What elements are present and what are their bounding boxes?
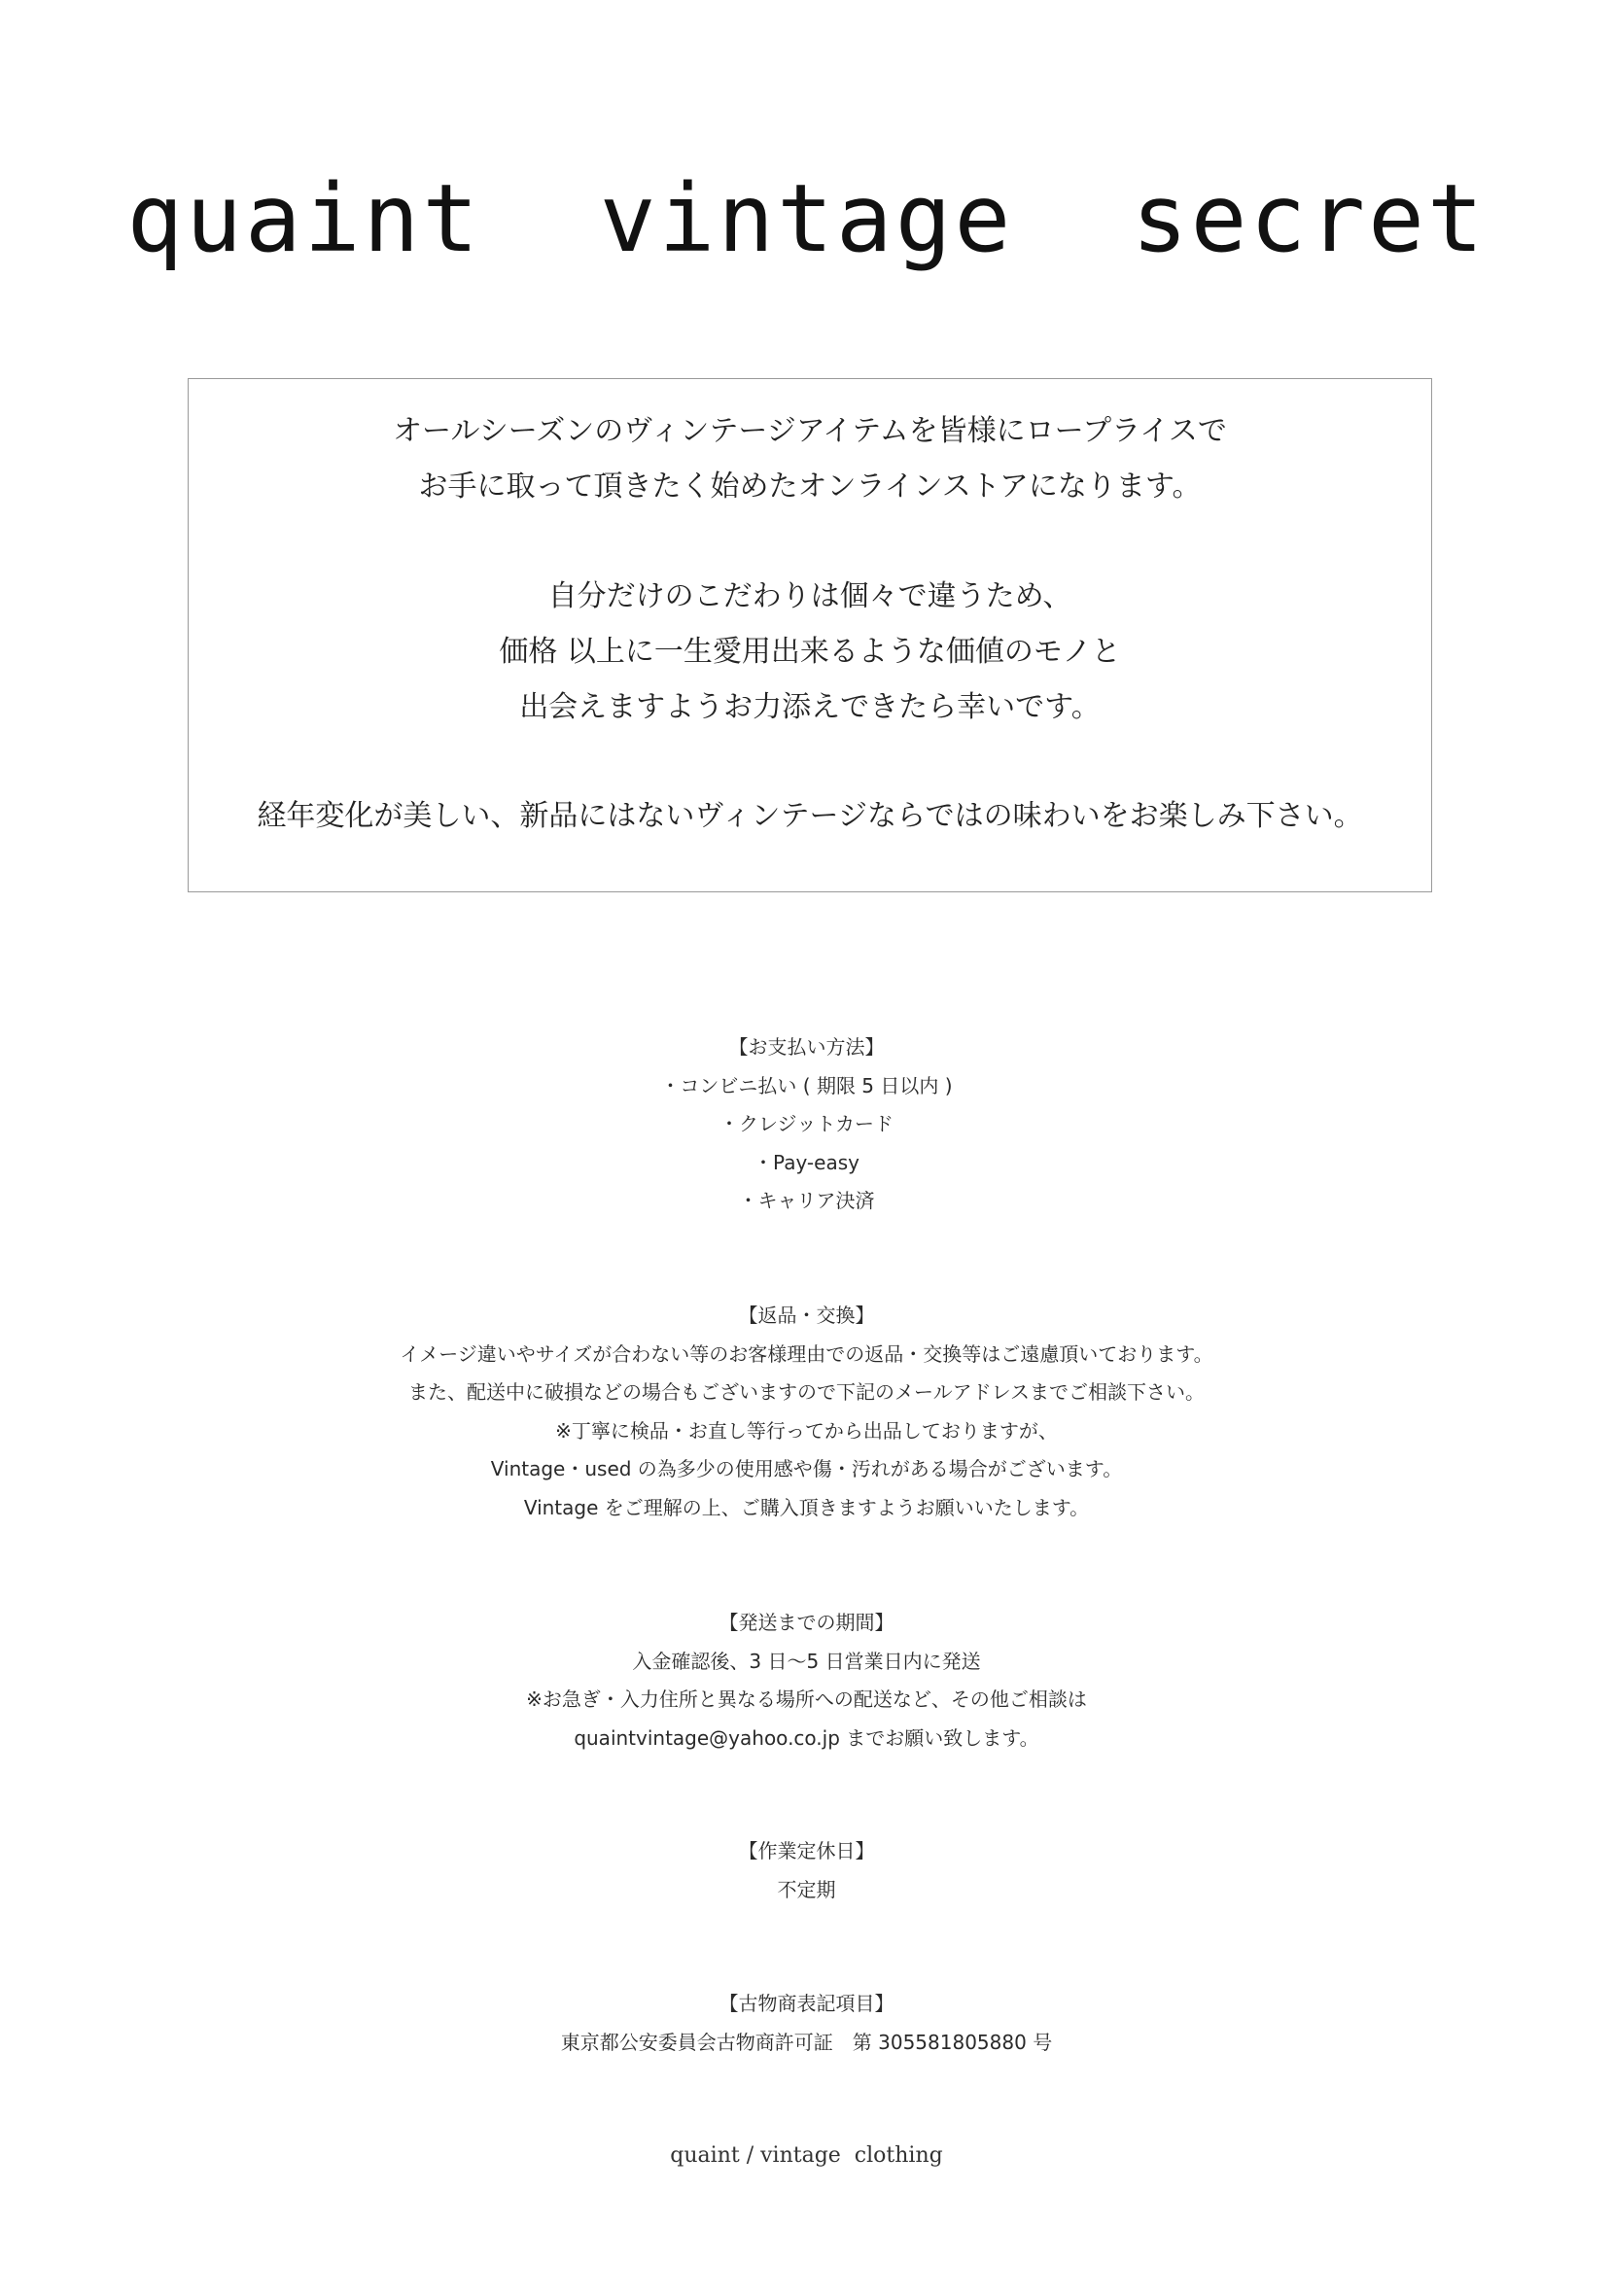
section-line: ※お急ぎ・入力住所と異なる場所への配送など、その他ご相談は [526, 1687, 1087, 1711]
returns-section [0, 1297, 1613, 1527]
license-section [0, 1985, 1613, 2062]
holiday-section [0, 1832, 1613, 1909]
footer-brand: quaint / vintage clothing [670, 2143, 943, 2168]
section-line: ・キャリア決済 [738, 1189, 875, 1212]
section-heading: 【作業定休日】 [738, 1839, 875, 1862]
section-line: ・クレジットカード [719, 1112, 894, 1135]
shipping-section [0, 1604, 1613, 1757]
section-heading: 【古物商表記項目】 [719, 1992, 894, 2015]
intro-line: 自分だけのこだわりは個々で違うため、 [547, 579, 1072, 613]
section-line: イメージ違いやサイズが合わない等のお客様理由での返品・交換等はご遠慮頂いております。 [400, 1341, 1213, 1366]
section-heading: 【お支払い方法】 [728, 1035, 885, 1059]
section-line: 入金確認後、3 日〜5 日営業日内に発送 [632, 1649, 981, 1673]
section-line: 東京都公安委員会古物商許可証 第 305581805880 号 [560, 2030, 1053, 2054]
section-line: ※丁寧に検品・お直し等行ってから出品しておりますが、 [555, 1418, 1058, 1443]
intro-line: 出会えますようお力添えできたら幸いです。 [519, 690, 1101, 724]
section-line: ・コンビニ払い ( 期限 5 日以内 ) [660, 1073, 953, 1097]
page-title: quaint vintage secret [126, 164, 1487, 273]
section-line: Vintage・used の為多少の使用感や傷・汚れがある場合がございます。 [490, 1457, 1123, 1480]
intro-paragraph-2 [189, 569, 1431, 735]
section-line: ・Pay-easy [754, 1150, 859, 1174]
intro-paragraph-1 [189, 403, 1431, 514]
section-heading: 【返品・交換】 [738, 1304, 875, 1327]
intro-line: オールシーズンのヴィンテージアイテムを皆様にロープライスで [393, 414, 1227, 448]
section-line: quaintvintage@yahoo.co.jp までお願い致します。 [574, 1725, 1039, 1750]
section-line: Vintage をご理解の上、ご購入頂きますようお願いいたします。 [523, 1495, 1090, 1519]
intro-line: 価格 以上に一生愛用出来るような価値のモノと [499, 635, 1121, 669]
section-line: 不定期 [777, 1877, 836, 1901]
intro-paragraph-3 [189, 788, 1431, 844]
intro-line: 経年変化が美しい、新品にはないヴィンテージならではの味わいをお楽しみ下さい。 [257, 799, 1363, 833]
intro-line: お手に取って頂きたく始めたオンラインストアになります。 [418, 470, 1202, 504]
section-heading: 【発送までの期間】 [719, 1611, 894, 1634]
payment-section [0, 1028, 1613, 1221]
section-line: また、配送中に破損などの場合もございますので下記のメールアドレスまでご相談下さい。 [408, 1380, 1205, 1404]
intro-box [188, 378, 1432, 892]
